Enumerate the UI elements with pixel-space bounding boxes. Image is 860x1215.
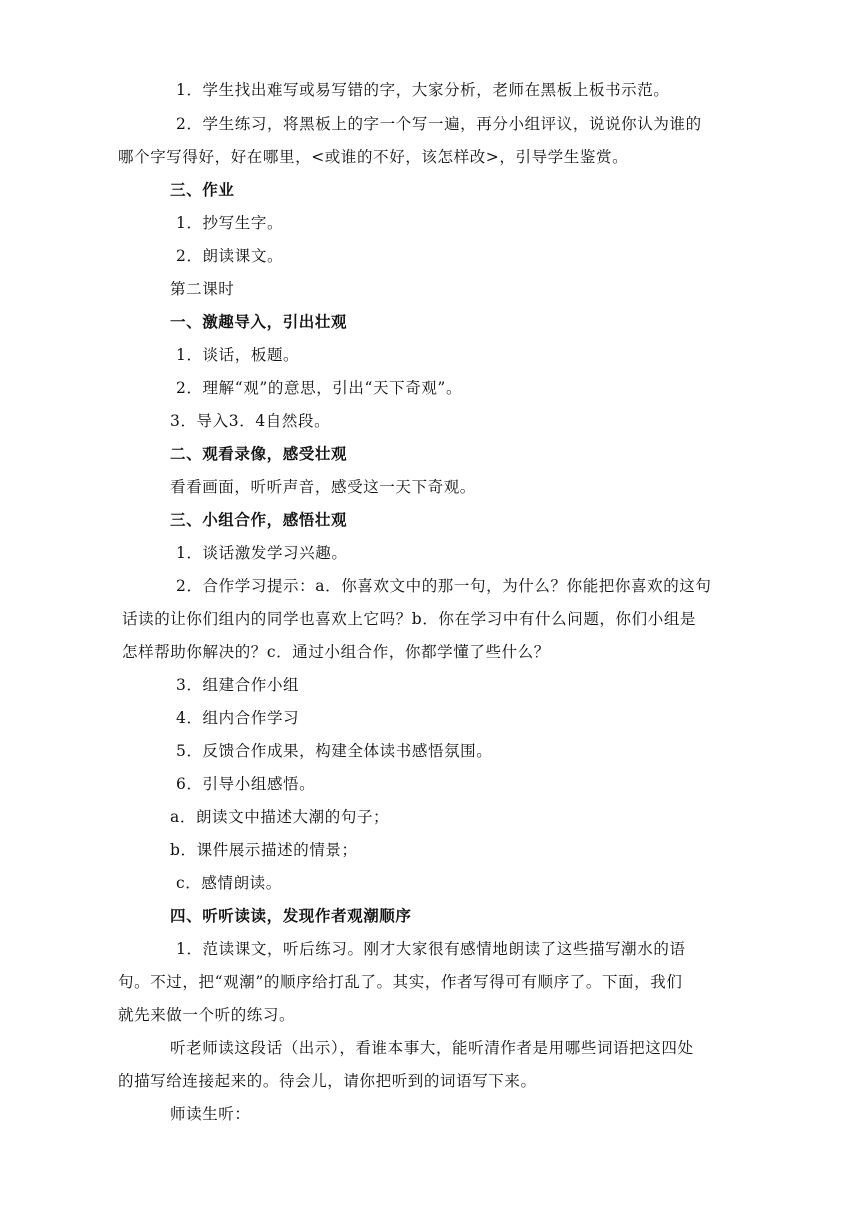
section-heading: 四、听听读读，发现作者观潮顺序	[170, 906, 412, 925]
text-line: 4．组内合作学习	[176, 709, 300, 727]
section-heading: 三、小组合作，感悟壮观	[170, 510, 348, 529]
section-heading: 三、作业	[170, 180, 235, 199]
text-line: 1．抄写生字。	[176, 214, 284, 232]
text-line: 就先来做一个听的练习。	[118, 1006, 296, 1024]
text-line: b．课件展示描述的情景；	[170, 841, 358, 859]
text-line: 句。不过，把“观潮”的顺序给打乱了。其实，作者写得可有顺序了。下面，我们	[118, 973, 683, 991]
text-line: 1．谈话，板题。	[176, 346, 300, 364]
text-line: 1．学生找出难写或易写错的字，大家分析，老师在黑板上板书示范。	[176, 81, 670, 99]
text-line: 看看画面，听听声音，感受这一天下奇观。	[170, 478, 476, 496]
text-line: 3．导入3．4自然段。	[170, 412, 331, 430]
text-line: 3．组建合作小组	[176, 676, 300, 694]
text-line: 2．学生练习，将黑板上的字一个写一遍，再分小组评议，说说你认为谁的	[176, 115, 702, 133]
text-line: 6．引导小组感悟。	[176, 775, 316, 793]
text-line: 话读的让你们组内的同学也喜欢上它吗？b．你在学习中有什么问题，你们小组是	[122, 610, 697, 628]
text-line: 的描写给连接起来的。待会儿，请你把听到的词语写下来。	[118, 1072, 537, 1090]
text-line: 1．谈话激发学习兴趣。	[176, 544, 348, 562]
text-line: a．朗读文中描述大潮的句子；	[170, 808, 390, 826]
text-line: 1．范读课文，听后练习。刚才大家很有感情地朗读了这些描写潮水的语	[176, 940, 686, 958]
text-line: 哪个字写得好，好在哪里，<或谁的不好，该怎样改>，引导学生鉴赏。	[118, 148, 629, 166]
section-heading: 二、观看录像，感受壮观	[170, 444, 348, 463]
text-line: 2．合作学习提示：a．你喜欢文中的那一句，为什么？你能把你喜欢的这句	[176, 577, 712, 595]
text-line: c．感情朗读。	[176, 874, 282, 892]
lesson-title: 第二课时	[170, 280, 235, 298]
section-heading: 一、激趣导入，引出壮观	[170, 312, 348, 331]
text-line: 2．理解“观”的意思，引出“天下奇观”。	[176, 379, 463, 397]
text-line: 2．朗读课文。	[176, 247, 284, 265]
text-line: 听老师读这段话（出示），看谁本事大，能听清作者是用哪些词语把这四处	[170, 1039, 694, 1057]
text-line: 怎样帮助你解决的？c．通过小组合作，你都学懂了些什么？	[122, 643, 550, 661]
text-line: 5．反馈合作成果，构建全体读书感悟氛围。	[176, 742, 493, 760]
text-line: 师读生听：	[170, 1105, 251, 1123]
